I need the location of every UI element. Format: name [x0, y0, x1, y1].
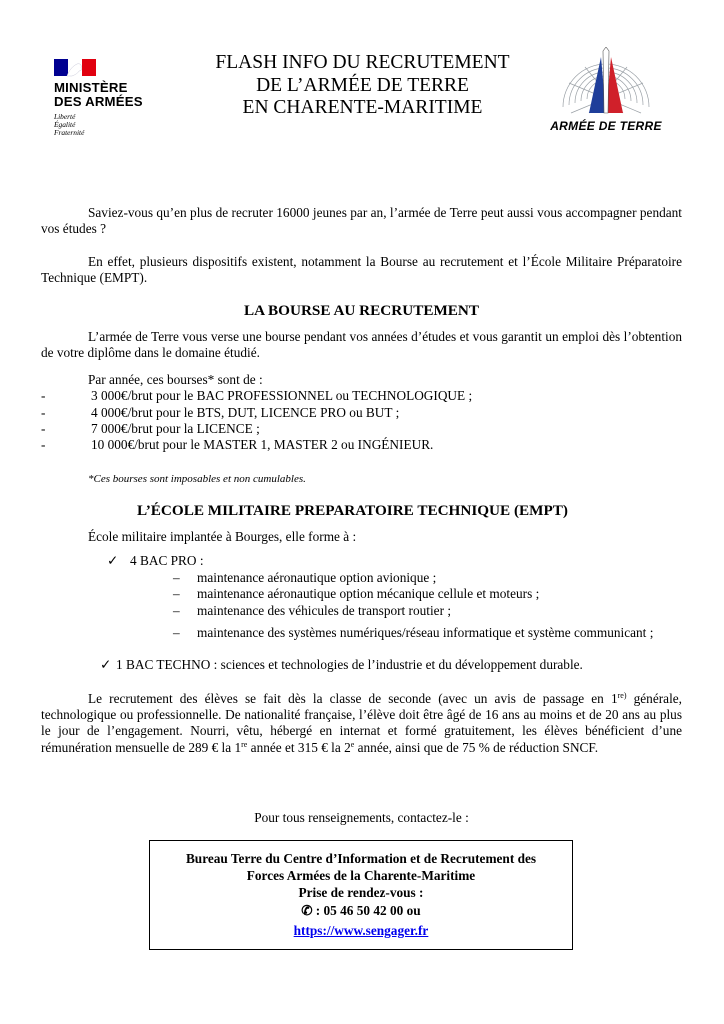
empt-paragraph: Le recrutement des élèves se fait dès la classe de seconde (avec un avis de passage en $1^{re)}$ générale, technologique ou professionnelle. De nationalité française, l’élève doit être âgé de 16 ans au moins et de 20 ans au plus le jour de l’engagement. Nourri, vêtu, hébergé en internat et formé gratuitement, les élèves bénéficient d’une rémunération mensuelle de 289 € la 1re année et 315 € la 2e année, ainsi que de 75 % de réduction SNCF. [41, 691, 682, 755]
phone-icon: ✆ [301, 903, 313, 918]
title-line-1: FLASH INFO DU RECRUTEMENT [215, 52, 510, 73]
contact-line-1: Bureau Terre du Centre d’Information et de Recrutement des [185, 851, 537, 866]
bac-techno-item: ✓ 1 BAC TECHNO : sciences et technologies de l’industrie et du développement durable. [100, 657, 583, 672]
contact-intro: Pour tous renseignements, contactez-le : [254, 810, 469, 825]
bourse-item: - 4 000€/brut pour le BTS, DUT, LICENCE PRO ou BUT ; [41, 405, 400, 420]
empt-intro: École militaire implantée à Bourges, elle forme à : [88, 529, 357, 544]
bac-pro-subitem: – maintenance aéronautique option mécanique cellule et moteurs ; [173, 586, 540, 601]
bourse-heading: LA BOURSE AU RECRUTEMENT [243, 302, 480, 319]
bourse-list-intro: Par année, ces bourses* sont de : [88, 372, 263, 387]
intro-paragraph-2: En effet, plusieurs dispositifs existent, notamment la Bourse au recrutement et l’École Militaire Préparatoire Technique (EMPT). [41, 254, 682, 286]
armee-de-terre-wordmark: ARMÉE DE TERRE [550, 119, 662, 133]
contact-line-2: Forces Armées de la Charente-Maritime [246, 868, 476, 883]
devise-fraternite: Fraternité [54, 128, 85, 137]
bac-pro-subitem: – maintenance des véhicules de transport routier ; [173, 603, 452, 618]
bac-pro-subitem: – maintenance des systèmes numériques/réseau informatique et système communicant ; [173, 625, 654, 640]
bourse-note: *Ces bourses sont imposables et non cumulables. [88, 473, 306, 485]
ministere-line-2: DES ARMÉES [54, 94, 143, 109]
bourse-item: - 10 000€/brut pour le MASTER 1, MASTER 2 ou INGÉNIEUR. [41, 437, 434, 452]
contact-box [149, 840, 573, 950]
ministere-armees-logo [54, 58, 159, 140]
armee-de-terre-emblem-icon [545, 47, 667, 119]
page-title [175, 52, 550, 120]
checkmark-icon: ✓ [100, 657, 112, 672]
marianne-flag-icon [54, 58, 96, 77]
checkmark-icon: ✓ [107, 553, 119, 568]
empt-heading: L’ÉCOLE MILITAIRE PREPARATOIRE TECHNIQUE (EMPT) [137, 502, 568, 519]
bac-pro-item: ✓ 4 BAC PRO : [107, 553, 204, 568]
bac-pro-subitem: – maintenance aéronautique option avionique ; [173, 570, 437, 585]
contact-line-3: Prise de rendez-vous : [298, 885, 424, 900]
ministere-line-1: MINISTÈRE [54, 80, 128, 95]
bourse-paragraph: L’armée de Terre vous verse une bourse pendant vos années d’études et vous garantit un emploi dès l’obtention de votre diplôme dans le domaine étudié. [41, 329, 682, 361]
armee-de-terre-logo [545, 47, 667, 139]
devise-egalite: Égalité [54, 120, 76, 129]
phone-number: : 05 46 50 42 00 ou [312, 903, 421, 918]
contact-phone [150, 903, 572, 919]
intro-paragraph-1: Saviez-vous qu’en plus de recruter 16000 jeunes par an, l’armée de Terre peut aussi vous accompagner pendant vos études ? [41, 205, 682, 237]
bourse-item: - 3 000€/brut pour le BAC PROFESSIONNEL ou TECHNOLOGIQUE ; [41, 388, 473, 403]
title-line-3: EN CHARENTE-MARITIME [242, 97, 483, 118]
bourse-item: - 7 000€/brut pour la LICENCE ; [41, 421, 260, 436]
website-link[interactable]: https://www.sengager.fr [293, 923, 429, 938]
title-line-2: DE L’ARMÉE DE TERRE [256, 74, 469, 96]
devise-liberte: Liberté [54, 112, 76, 121]
